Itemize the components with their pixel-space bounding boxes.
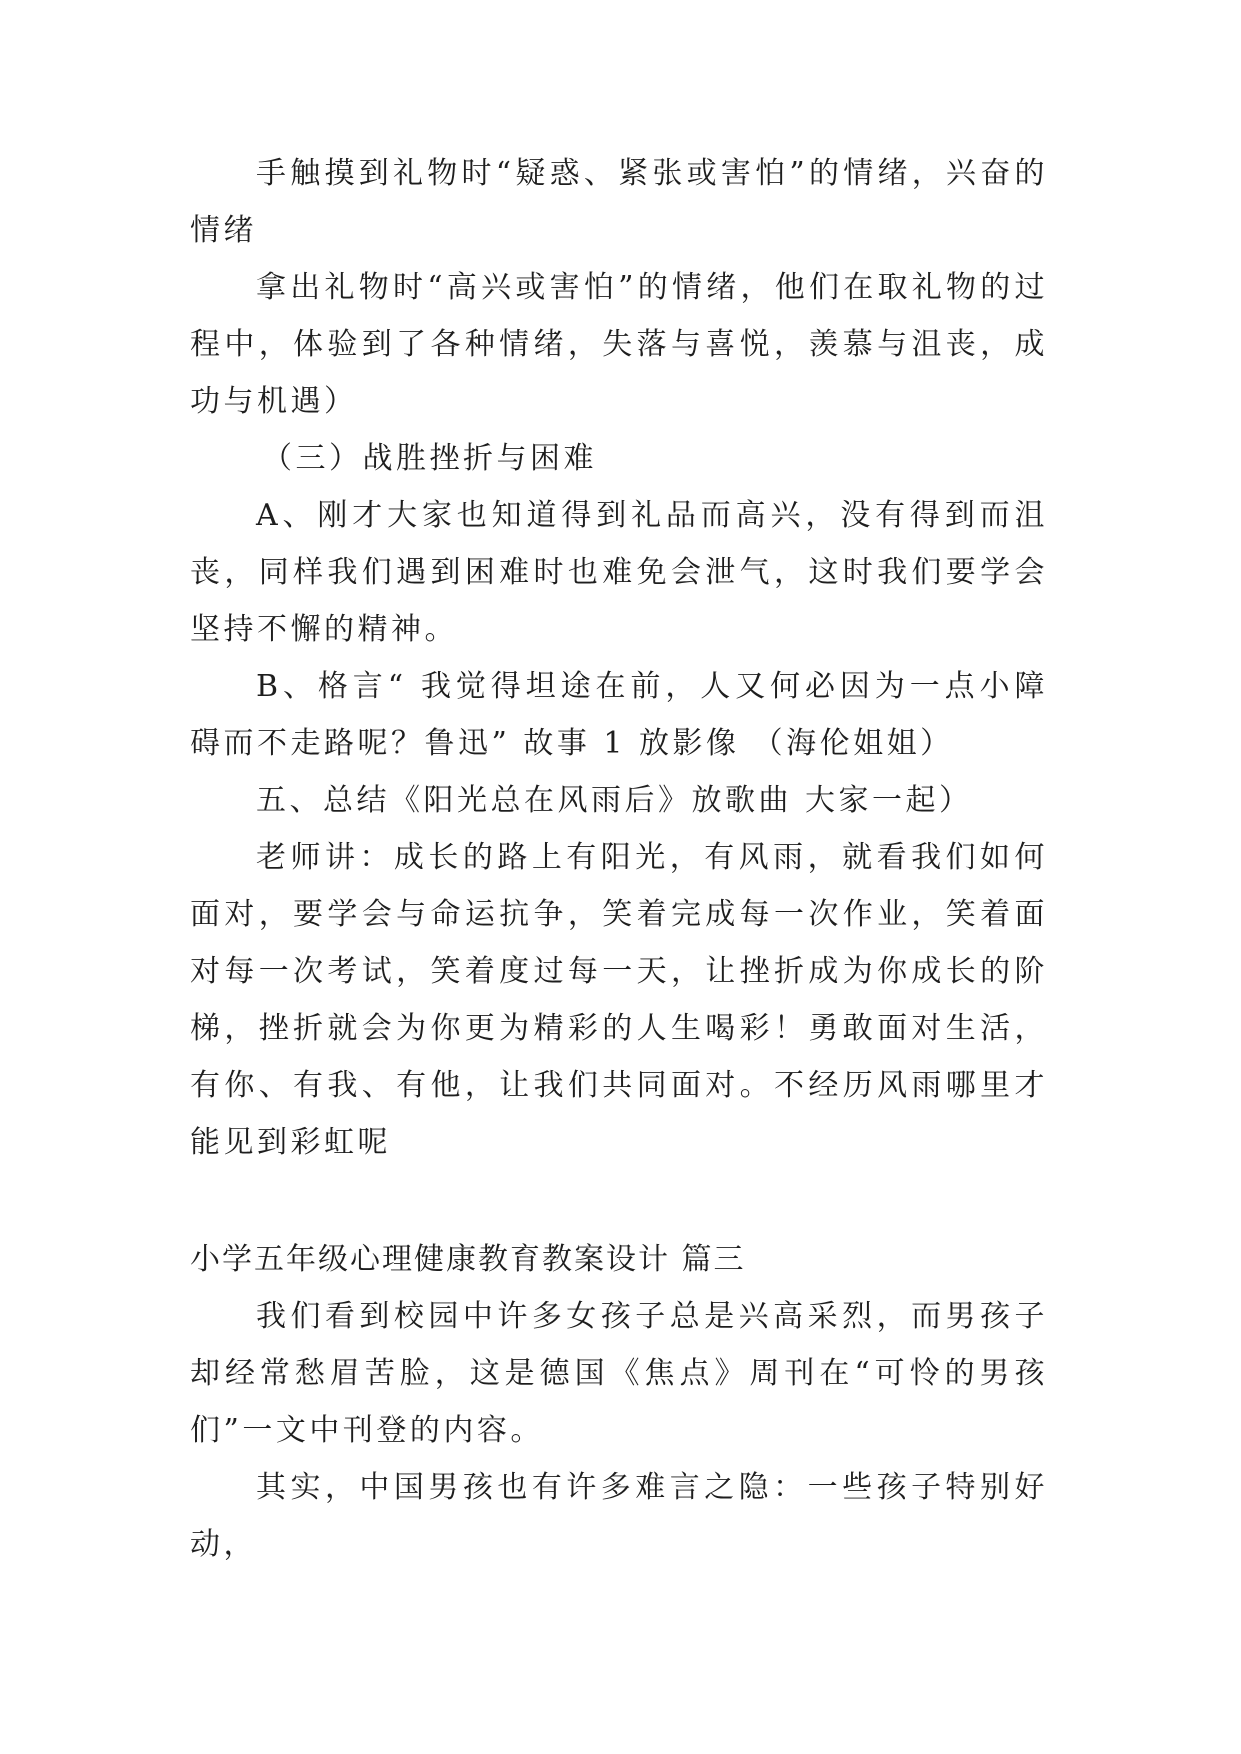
subheading-overcome: （三）战胜挫折与困难 bbox=[262, 441, 597, 476]
paragraph-campus: 我们看到校园中许多女孩子总是兴高采烈，而男孩子却经常愁眉苦脸，这是德国《焦点》周刊在“可怜的男孩们”一文中刊登的内容。 bbox=[190, 1299, 1048, 1448]
paragraph-b: B、格言“ 我觉得坦途在前，人又何必因为一点小障碍而不走路呢？鲁迅” 故事 1 放影像 （海伦姐姐） bbox=[190, 669, 1048, 761]
section-gap bbox=[190, 1171, 1048, 1231]
paragraph-summary: 五、总结《阳光总在风雨后》放歌曲 大家一起） bbox=[256, 783, 973, 818]
paragraph-gift-take: 拿出礼物时“高兴或害怕”的情绪，他们在取礼物的过程中，体验到了各种情绪，失落与喜悦，羡慕与沮丧，成功与机遇） bbox=[190, 270, 1048, 419]
section-heading: 小学五年级心理健康教育教案设计 篇三 bbox=[190, 1242, 746, 1277]
paragraph-gift-touch: 手触摸到礼物时“疑惑、紧张或害怕”的情绪，兴奋的情绪 bbox=[190, 156, 1048, 248]
paragraph-teacher: 老师讲：成长的路上有阳光，有风雨，就看我们如何面对，要学会与命运抗争，笑着完成每一次作业，笑着面对每一次考试，笑着度过每一天，让挫折成为你成长的阶梯，挫折就会为你更为精彩的人生喝彩！勇敢面对生活，有你、有我、有他，让我们共同面对。不经历风雨哪里才能见到彩虹呢 bbox=[190, 840, 1048, 1160]
paragraph-a: A、刚才大家也知道得到礼品而高兴，没有得到而沮丧，同样我们遇到困难时也难免会泄气，这时我们要学会坚持不懈的精神。 bbox=[190, 498, 1048, 647]
document-body bbox=[190, 145, 1048, 1573]
paragraph-china-boys: 其实，中国男孩也有许多难言之隐：一些孩子特别好动， bbox=[190, 1470, 1048, 1562]
